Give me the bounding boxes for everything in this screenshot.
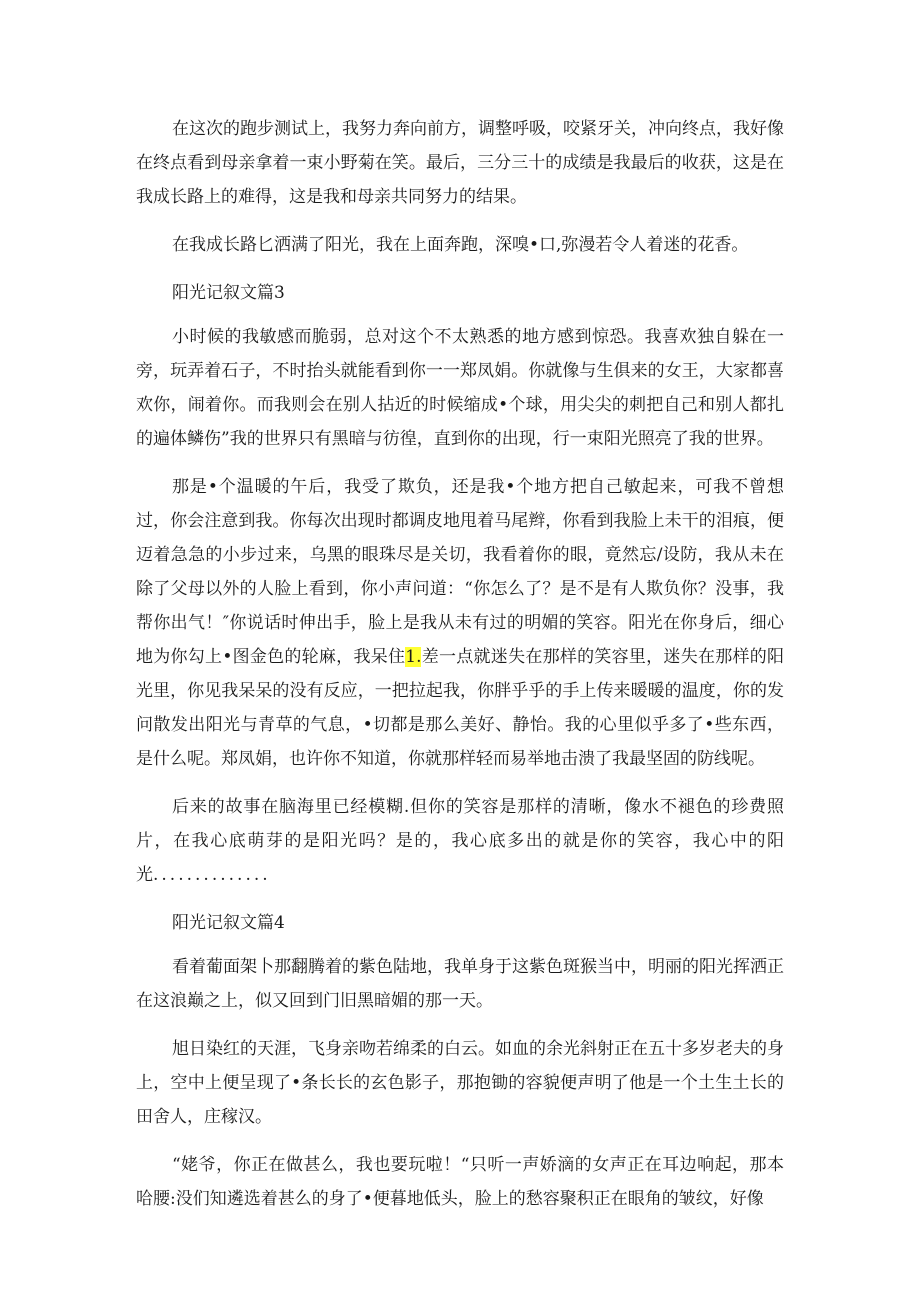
paragraph-1: 在这次的跑步测试上，我努力奔向前方，调整呼吸，咬紧牙关，冲向终点，我好像在终点看到母亲拿着一束小野菊在笑。最后，三分三十的成绩是我最后的收获，这是在我成长路上的难得，这是我和母亲共同努力的结果。 [136, 119, 784, 207]
paragraph-3: 小时候的我敏感而脆弱，总对这个不太熟悉的地方感到惊恐。我喜欢独自躲在一旁，玩弄着石子，不时抬头就能看到你一一郑凤娟。你就像与生俱来的女王，大家都喜欢你，闹着你。而我则会在别人拈近的时候缩成•个球，用尖尖的刺把自己和别人都扎的遍体鳞伤”我的世界只有黑暗与彷徨，直到你的出现，行一束阳光照亮了我的世界。 [136, 327, 784, 449]
paragraph-5 [136, 790, 784, 892]
highlighted-marker: 1. [405, 647, 422, 667]
paragraph-5-text: 后来的故事在脑海里已经模糊.但你的笑容是那样的清晰，像水不褪色的珍费照片，在我心底萌芽的是阳光吗？是的，我心底多出的就是你的笑容，我心中的阳光 [136, 797, 784, 885]
paragraph-2: 在我成长路匕洒满了阳光，我在上面奔跑，深嗅•口,弥漫若令人着迷的花香。 [172, 235, 749, 255]
ellipsis-dots: .............. [153, 865, 271, 885]
section-heading-3: 阳光记叙文篇3 [172, 283, 285, 303]
paragraph-4-after: 差一点就迷失在那样的笑容里，迷失在那样的阳光里，你见我呆呆的没有反应，一把拉起我，你胖乎乎的手上传来暖暖的温度，你的发问散发出阳光与青草的气息，•切都是那么美好、静怡。我的心里似乎多了•些东西，是什么呢。郑凤娟，也许你不知道，你就那样轻而易举地击溃了我最坚固的防线呢。 [136, 647, 785, 769]
paragraph-7: 旭日染红的天涯，飞身亲吻若绵柔的白云。如血的余光斜射正在五十多岁老夫的身上，空中上便呈现了•条长长的玄色影子，那抱锄的容貌便声明了他是一个土生土长的田舍人，庄稼汉。 [136, 1039, 784, 1127]
section-heading-4: 阳光记叙文篇4 [172, 913, 285, 933]
paragraph-8: “姥爷，你正在做甚么，我也要玩啦！“只听一声娇滴的女声正在耳边响起，那本哈腰:没们知遴选着甚么的身了•便暮地低头，脸上的愁容聚积正在眼角的皱纹，好像 [136, 1155, 784, 1209]
paragraph-4 [136, 470, 784, 776]
article-body [136, 112, 784, 1230]
paragraph-4-before: 那是•个温暖的午后，我受了欺负，还是我•个地方把自己敏起来，可我不曾想过，你会注意到我。你每次出现时都调皮地甩着马尾辫，你看到我脸上未干的泪痕，便迈着急急的小步过来，乌黑的眼珠尽是关切，我看着你的眼，竟然忘/设防，我从未在除了父母以外的人脸上看到，你小声问道：“你怎么了？是不是有人欺负你？没事，我帮你出气！″你说话时伸出手，脸上是我从未有过的明媚的笑容。阳光在你身后，细心地为你勾上•图金色的轮麻，我呆住 [136, 477, 784, 667]
paragraph-6: 看着葡面架卜那翻腾着的紫色陆地，我单身于这紫色斑猴当中，明丽的阳光挥洒正在这浪巅之上，似又回到门旧黑暗媚的那一天。 [136, 957, 784, 1011]
